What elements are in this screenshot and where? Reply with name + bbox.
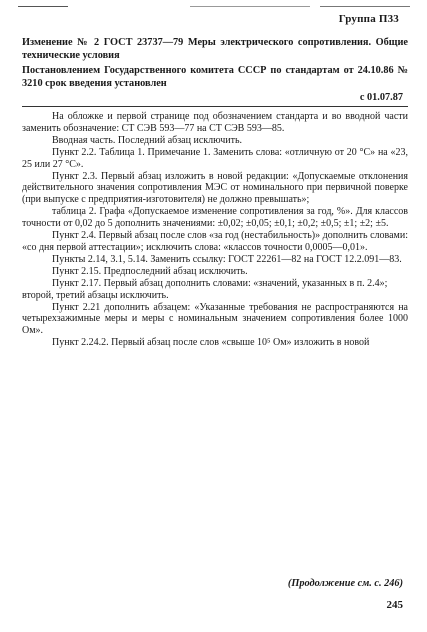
decree-text: Постановлением Государственного комитета СССР по стандартам от 24.10.86 № 3210 срок введения установлен (22, 65, 408, 89)
paragraph: Вводная часть. Последний абзац исключить. (52, 134, 243, 146)
paragraph: Пункты 2.14, 3.1, 5.14. Заменить ссылку: ГОСТ 22261—82 на ГОСТ 12.2.091—83. (52, 253, 402, 265)
header-divider (22, 106, 408, 107)
page-number: 245 (386, 599, 403, 611)
paragraph: Пункт 2.17. Первый абзац дополнить словами: «значений, указанных в п. 2.4»; (52, 277, 388, 289)
change-title: Изменение № 2 ГОСТ 23737—79 Меры электрического сопротивления. Общие технические условия (22, 37, 408, 61)
paragraph: Пункт 2.4. Первый абзац после слов «за год (нестабильность)» дополнить словами: «со дня первой аттестации»; исключить слова: «классов точности 0,0005—0,01». (22, 230, 408, 253)
paragraph: Пункт 2.21 дополнить абзацем: «Указанные требования не распространяются на четырехзажимные меры и меры с номинальным значением сопротивления более 1000 Ом». (22, 301, 408, 337)
top-rule-left (18, 6, 68, 7)
top-rule-center (190, 6, 310, 7)
effective-date: с 01.07.87 (359, 92, 403, 103)
paragraph: На обложке и первой странице под обозначением стандарта и во вводной части заменить обозначение: СТ СЭВ 593—77 на СТ СЭВ 593—85. (22, 111, 408, 134)
paragraph: Пункт 2.3. Первый абзац изложить в новой редакции: «Допускаемые отклонения действительного значения сопротивления МЭС от номинального при первичной поверке (при выпуске с предприятия-изготовителя) не должно превышать»; (22, 170, 408, 206)
group-label: Группа П33 (338, 13, 399, 25)
paragraph: второй, третий абзацы исключить. (22, 289, 169, 301)
paragraph: таблица 2. Графа «Допускаемое изменение сопротивления за год, %». Для классов точности от 0,02 до 5 дополнить значениями: ±0,02; ±0,05; ±0,1; ±0,2; ±0,5; ±1; ±2; ±5. (22, 206, 408, 230)
top-rule-right (320, 6, 410, 7)
continued-note: (Продолжение см. с. 246) (287, 578, 403, 589)
paragraph: Пункт 2.2. Таблица 1. Примечание 1. Заменить слова: «отличную от 20 °С» на «23, 25 или 27 °С». (22, 146, 408, 170)
document-body (22, 111, 408, 349)
paragraph: Пункт 2.24.2. Первый абзац после слов «свыше 10⁵ Ом» изложить в новой (52, 337, 370, 349)
paragraph: Пункт 2.15. Предпоследний абзац исключить. (52, 265, 248, 277)
